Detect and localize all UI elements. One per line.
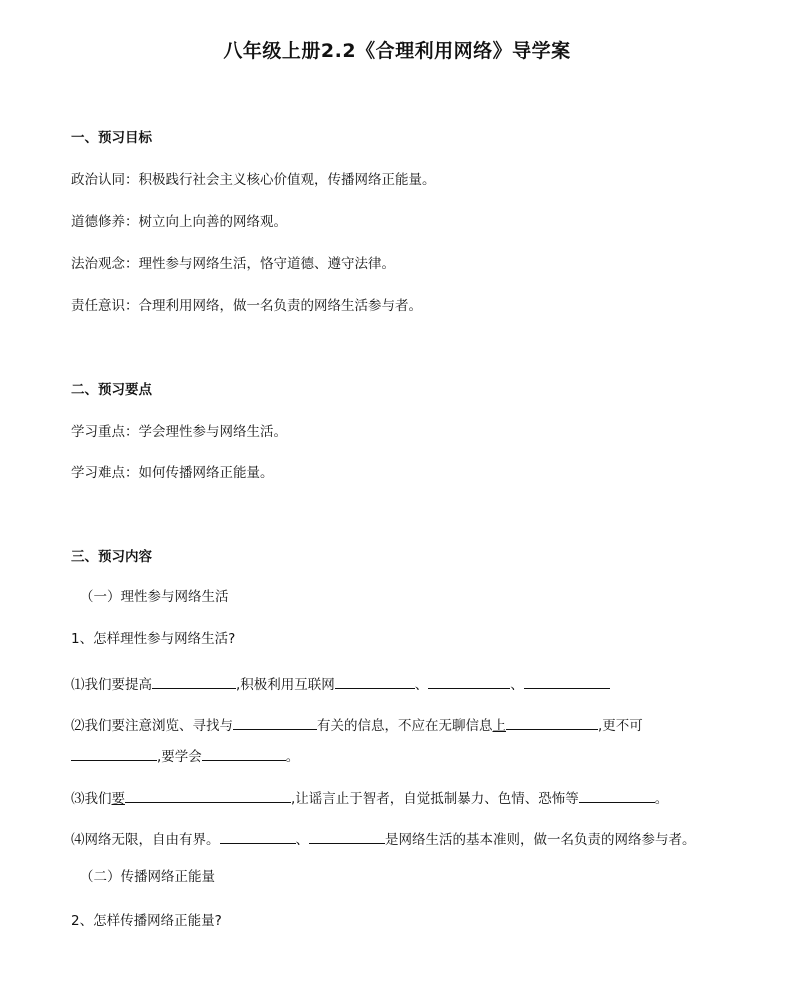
answer-blank[interactable] (202, 746, 286, 761)
fill-4-text-c: 是网络生活的基本准则，做一名负责的网络参与者。 (385, 832, 696, 848)
fill-1-text-b: ,积极利用互联网 (236, 677, 335, 693)
section-heading-objectives: 一、预习目标 (71, 130, 152, 146)
question-1: 1、怎样理性参与网络生活? (71, 631, 236, 647)
fill-2-text-e: ,要学会 (157, 749, 202, 765)
fill-2-text-d: ,更不可 (598, 718, 643, 734)
fill-4-text-a: ⑷网络无限，自由有界。 (71, 832, 220, 848)
answer-blank[interactable] (428, 674, 510, 689)
fill-line-2-cont (71, 746, 299, 767)
answer-blank[interactable] (524, 674, 610, 689)
objective-moral: 道德修养：树立向上向善的网络观。 (71, 214, 287, 230)
answer-blank[interactable] (233, 715, 317, 730)
fill-2-text-c: 上 (492, 718, 506, 734)
fill-2-text-f: 。 (285, 749, 300, 765)
section-heading-content: 三、预习内容 (71, 549, 152, 565)
fill-3-text-d: 。 (654, 791, 669, 807)
question-2: 2、怎样传播网络正能量? (71, 913, 222, 929)
keypoint-focus: 学习重点：学会理性参与网络生活。 (71, 424, 287, 440)
fill-3-text-b: 要 (111, 791, 125, 807)
fill-line-1 (71, 674, 610, 695)
fill-2-text-a: ⑵我们要注意浏览、寻找与 (71, 718, 233, 734)
fill-line-3 (71, 788, 668, 809)
answer-blank[interactable] (220, 829, 296, 844)
answer-blank[interactable] (309, 829, 385, 844)
objective-law: 法治观念：理性参与网络生活，恪守道德、遵守法律。 (71, 256, 395, 272)
answer-blank[interactable] (506, 715, 598, 730)
subsection-positive-energy: （二）传播网络正能量 (80, 869, 215, 885)
objective-political: 政治认同：积极践行社会主义核心价值观，传播网络正能量。 (71, 172, 436, 188)
document-title: 八年级上册2.2《合理利用网络》导学案 (223, 40, 571, 62)
objective-responsibility: 责任意识：合理利用网络，做一名负责的网络生活参与者。 (71, 298, 422, 314)
fill-3-text-c: ,让谣言止于智者，自觉抵制暴力、色情、恐怖等 (291, 791, 579, 807)
answer-blank[interactable] (71, 746, 157, 761)
answer-blank[interactable] (579, 788, 655, 803)
fill-1-text-d: 、 (510, 677, 524, 693)
answer-blank[interactable] (152, 674, 236, 689)
fill-line-4 (71, 829, 696, 850)
fill-1-text-c: 、 (414, 677, 429, 693)
keypoint-difficulty: 学习难点：如何传播网络正能量。 (71, 465, 274, 481)
fill-line-2 (71, 715, 643, 736)
fill-1-text-a: ⑴我们要提高 (71, 677, 152, 693)
subsection-rational-participation: （一）理性参与网络生活 (80, 589, 229, 605)
section-heading-keypoints: 二、预习要点 (71, 382, 152, 398)
fill-2-text-b: 有关的信息，不应在无聊信息 (317, 718, 493, 734)
fill-4-text-b: 、 (295, 832, 309, 848)
fill-3-text-a: ⑶我们 (71, 791, 112, 807)
answer-blank[interactable] (335, 674, 415, 689)
answer-blank[interactable] (125, 788, 291, 803)
